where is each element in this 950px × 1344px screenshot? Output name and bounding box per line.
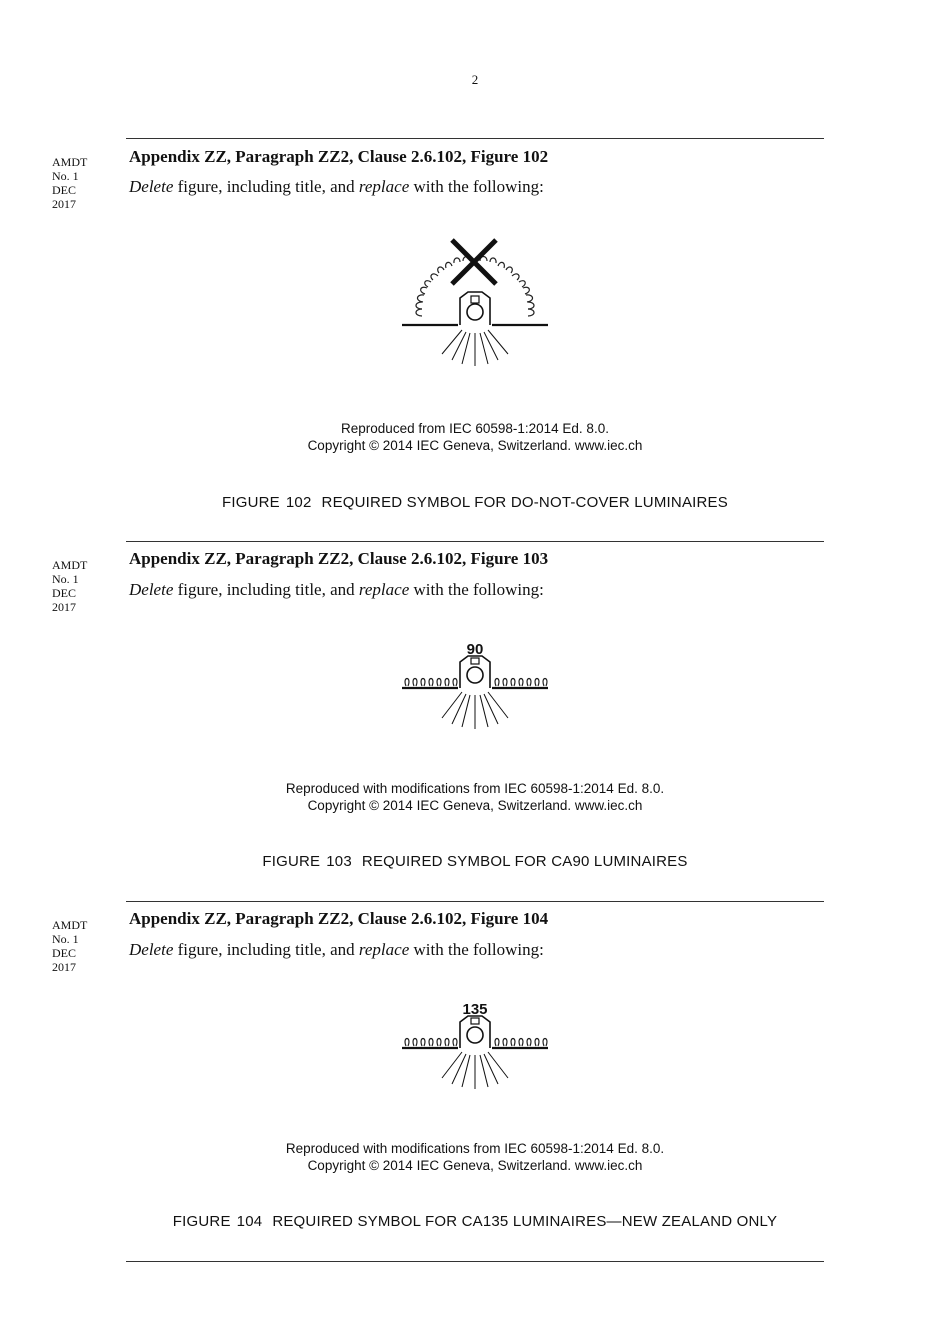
instruction-replace: replace: [358, 177, 410, 196]
credit-copyright: Copyright © 2014 IEC Geneva, Switzerland. www.iec.ch: [307, 438, 643, 453]
instruction-delete: Delete: [129, 177, 174, 196]
reproduction-credit: [0, 420, 950, 454]
instruction-end: with the following:: [409, 177, 544, 196]
section-heading: Appendix ZZ, Paragraph ZZ2, Clause 2.6.102, Figure 104: [129, 909, 549, 928]
instruction-delete: Delete: [129, 940, 174, 959]
amendment-label: AMDT: [52, 558, 88, 572]
section-divider: [126, 901, 824, 902]
section-heading: Appendix ZZ, Paragraph ZZ2, Clause 2.6.102, Figure 103: [129, 549, 549, 568]
reproduction-credit: [0, 1140, 950, 1174]
amendment-month: DEC: [52, 586, 76, 600]
reproduction-credit: [0, 780, 950, 814]
amendment-label: AMDT: [52, 918, 88, 932]
figure-caption: [0, 853, 950, 870]
instruction-end: with the following:: [409, 580, 544, 599]
instruction-delete: Delete: [129, 580, 174, 599]
section-divider: [126, 541, 824, 542]
amendment-number: No. 1: [52, 932, 79, 946]
figure-label: FIGURE: [262, 853, 321, 870]
instruction-replace: replace: [358, 580, 410, 599]
page-number: 2: [471, 72, 479, 87]
figure-label: FIGURE: [172, 1213, 231, 1230]
symbol-rating-label: 90: [466, 641, 484, 658]
figure-number: 102: [285, 494, 312, 511]
amendment-month: DEC: [52, 946, 76, 960]
amendment-note: [52, 558, 87, 614]
light-rays-icon: [442, 1052, 508, 1089]
amendment-note: [52, 918, 87, 974]
figure-title: REQUIRED SYMBOL FOR CA90 LUMINAIRES: [361, 853, 688, 870]
light-rays-icon: [442, 330, 508, 366]
luminaire-icon: [402, 1016, 548, 1048]
instruction-text: figure, including title, and: [173, 177, 359, 196]
luminaire-icon: [402, 656, 548, 688]
figure-caption: [0, 1213, 950, 1230]
instruction-text: figure, including title, and: [173, 940, 359, 959]
figure-caption: [0, 494, 950, 511]
instruction-end: with the following:: [409, 940, 544, 959]
figure-number: 103: [326, 853, 352, 870]
section-heading: Appendix ZZ, Paragraph ZZ2, Clause 2.6.102, Figure 102: [129, 147, 549, 166]
symbol-rating-label: 135: [462, 1001, 488, 1018]
instruction-text: figure, including title, and: [173, 580, 359, 599]
section-divider: [126, 138, 824, 139]
ca135-symbol: [400, 998, 550, 1090]
credit-copyright: Copyright © 2014 IEC Geneva, Switzerland. www.iec.ch: [307, 798, 643, 813]
cross-icon: [452, 240, 496, 284]
credit-source: Reproduced with modifications from IEC 60598-1:2014 Ed. 8.0.: [285, 781, 665, 796]
amendment-number: No. 1: [52, 169, 79, 183]
figure-label: FIGURE: [222, 494, 280, 511]
amendment-number: No. 1: [52, 572, 79, 586]
section-instruction: [129, 580, 544, 600]
do-not-cover-symbol: [400, 232, 550, 370]
amendment-year: 2017: [52, 600, 76, 614]
section-divider: [126, 1261, 824, 1262]
section-instruction: [129, 940, 544, 960]
amendment-year: 2017: [52, 197, 76, 211]
amendment-year: 2017: [52, 960, 76, 974]
ca90-symbol: [400, 638, 550, 730]
figure-title: REQUIRED SYMBOL FOR DO-NOT-COVER LUMINAIRES: [321, 494, 728, 511]
figure-title: REQUIRED SYMBOL FOR CA135 LUMINAIRES—NEW ZEALAND ONLY: [272, 1213, 778, 1230]
instruction-replace: replace: [358, 940, 410, 959]
amendment-label: AMDT: [52, 155, 88, 169]
credit-source: Reproduced with modifications from IEC 60598-1:2014 Ed. 8.0.: [285, 1141, 665, 1156]
light-rays-icon: [442, 692, 508, 729]
figure-number: 104: [236, 1213, 263, 1230]
credit-copyright: Copyright © 2014 IEC Geneva, Switzerland. www.iec.ch: [307, 1158, 643, 1173]
amendment-note: [52, 155, 87, 211]
section-instruction: [129, 177, 544, 197]
luminaire-icon: [402, 292, 548, 325]
amendment-month: DEC: [52, 183, 76, 197]
credit-source: Reproduced from IEC 60598-1:2014 Ed. 8.0.: [341, 421, 609, 436]
